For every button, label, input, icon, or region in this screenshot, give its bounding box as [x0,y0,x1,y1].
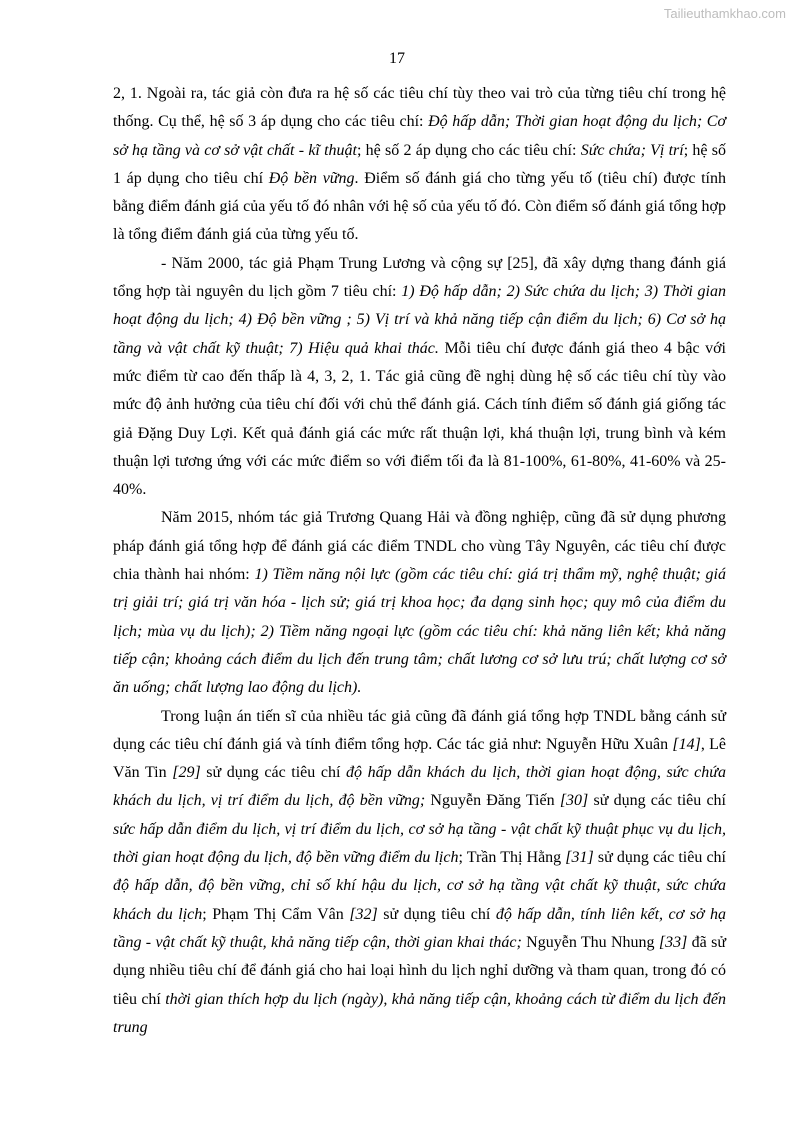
p2-italic-1: 1) Độ hấp dẫn; 2) Sức chứa du lịch; 3) Thời gian hoạt động du lịch; 4) Độ bền vững ; 5) Vị trí và khả năng tiếp cận điểm du lịch; 6) Cơ sở hạ tầng và vật chất kỹ thuật; 7) Hiệu quả khai thác. [113,283,726,357]
p1-italic-1: Độ hấp dẫn; Thời gian hoạt động du lịch; Cơ sở hạ tầng và cơ sở vật chất - kĩ thuật [113,113,727,159]
p4-text-8: ; Phạm Thị Cẩm Vân [202,905,350,923]
page-number: 17 [389,50,405,67]
p4-ref-14: [14] [672,735,701,753]
p2-text-2: Mỗi tiêu chí được đánh giá theo 4 bậc với mức điểm từ cao đến thấp là 4, 3, 2, 1. Tác giả cũng đề nghị dùng hệ số các tiêu chí tùy vào mức độ ảnh hưởng của tiêu chí đối với chủ thể đánh giá. Cách tính điểm số đánh giá giống tác giả Đặng Duy Lợi. Kết quả đánh giá các mức rất thuận lợi, khá thuận lợi, trung bình và kém thuận lợi tương ứng với các mức điểm so với điểm tối đa là 81-100%, 61-80%, 41-60% và 25-40%. [113,339,727,499]
p4-text-4: Nguyễn Đăng Tiến [425,792,560,810]
p2-text-1: - Năm 2000, tác giả Phạm Trung Lương và cộng sự [25], đã xây dựng thang đánh giá tổng hợp tài nguyên du lịch gồm 7 tiêu chí: [113,254,726,301]
p4-text-5: sử dụng các tiêu chí [588,792,727,810]
paragraph-2 [113,250,726,505]
p4-text-10: Nguyễn Thu Nhung [521,933,659,951]
p4-text-2: , Lê Văn Tin [113,735,727,782]
document-body [113,80,726,1042]
p4-text-7: sử dụng các tiêu chí [593,849,726,867]
p4-text-11: đã sử dụng nhiều tiêu chí để đánh giá cho hai loại hình du lịch nghỉ dưỡng và tham quan, trong đó có tiêu chí [113,933,727,1008]
p1-text-3: ; hệ số 1 áp dụng cho tiêu chí [113,141,726,187]
p3-italic-1: 1) Tiềm năng nội lực (gồm các tiêu chí: giá trị thẩm mỹ, nghệ thuật; giá trị giải trí; giá trị văn hóa - lịch sử; giá trị khoa học; đa dạng sinh học; quy mô của điểm du lịch; mùa vụ du lịch); 2) Tiềm năng ngoại lực (gồm các tiêu chí: khả năng liên kết; khả năng tiếp cận; khoảng cách điểm du lịch đến trung tâm; chất lương cơ sở lưu trú; chất lượng cơ sở ăn uống; chất lượng lao động du lịch). [113,566,726,697]
p1-italic-2: Sức chứa; Vị trí [580,141,684,159]
paragraph-3 [113,504,726,702]
p4-italic-criteria-4: độ hấp dẫn, tính liên kết, cơ sở hạ tầng - vật chất kỹ thuật, khả năng tiếp cận, thời gian khai thác; [113,905,727,951]
p4-ref-33: [33] [658,933,688,951]
p1-text-1: 2, 1. Ngoài ra, tác giả còn đưa ra hệ số các tiêu chí tùy theo vai trò của từng tiêu chí trong hệ thống. Cụ thể, hệ số 3 áp dụng cho các tiêu chí: [113,85,726,131]
p4-ref-29: [29] [172,764,201,782]
p4-text-3: sử dụng các tiêu chí [200,764,347,782]
p4-italic-criteria-5: thời gian thích hợp du lịch (ngày), khả năng tiếp cận, khoảng cách từ điểm du lịch đến trung [113,990,726,1036]
paragraph-4 [113,703,726,1043]
p4-italic-criteria-2: sức hấp dẫn điểm du lịch, vị trí điểm du lịch, cơ sở hạ tầng - vật chất kỹ thuật phục vụ du lịch, thời gian hoạt động du lịch, độ bền vững điểm du lịch [113,820,726,867]
paragraph-1 [113,80,726,250]
watermark: Tailieuthamkhao.com [663,6,786,21]
p4-italic-criteria-1: độ hấp dẫn khách du lịch, thời gian hoạt động, sức chứa khách du lịch, vị trí điểm du lịch, độ bền vững; [113,764,727,810]
p1-text-4: . Điểm số đánh giá cho từng yếu tố (tiêu chí) được tính bằng điểm đánh giá của yếu tố đó nhân với hệ số của yếu tố đó. Còn điểm số đánh giá tổng hợp là tổng điểm đánh giá của từng yếu tố. [113,169,726,244]
p4-italic-criteria-3: độ hấp dẫn, độ bền vững, chỉ số khí hậu du lịch, cơ sở hạ tầng vật chất kỹ thuật, sức chứa khách du lịch [113,877,726,923]
p4-ref-31: [31] [565,849,594,867]
p4-text-6: ; Trần Thị Hằng [458,849,566,867]
p4-text-1: Trong luận án tiến sĩ của nhiều tác giả cũng đã đánh giá tổng hợp TNDL bằng cánh sử dụng các tiêu chí đánh giá và tính điểm tổng hợp. Các tác giả như: Nguyễn Hữu Xuân [113,707,726,753]
p1-italic-3: Độ bền vững [268,169,355,187]
p4-ref-30: [30] [559,792,589,810]
p3-text-1: Năm 2015, nhóm tác giả Trương Quang Hải và đồng nghiệp, cũng đã sử dụng phương pháp đánh giá tổng hợp để đánh giá các điểm TNDL cho vùng Tây Nguyên, các tiêu chí được chia thành hai nhóm: [113,509,726,584]
p4-text-9: sử dụng tiêu chí [377,905,496,923]
p1-text-2: ; hệ số 2 áp dụng cho các tiêu chí: [357,141,581,159]
p4-ref-32: [32] [349,905,378,923]
